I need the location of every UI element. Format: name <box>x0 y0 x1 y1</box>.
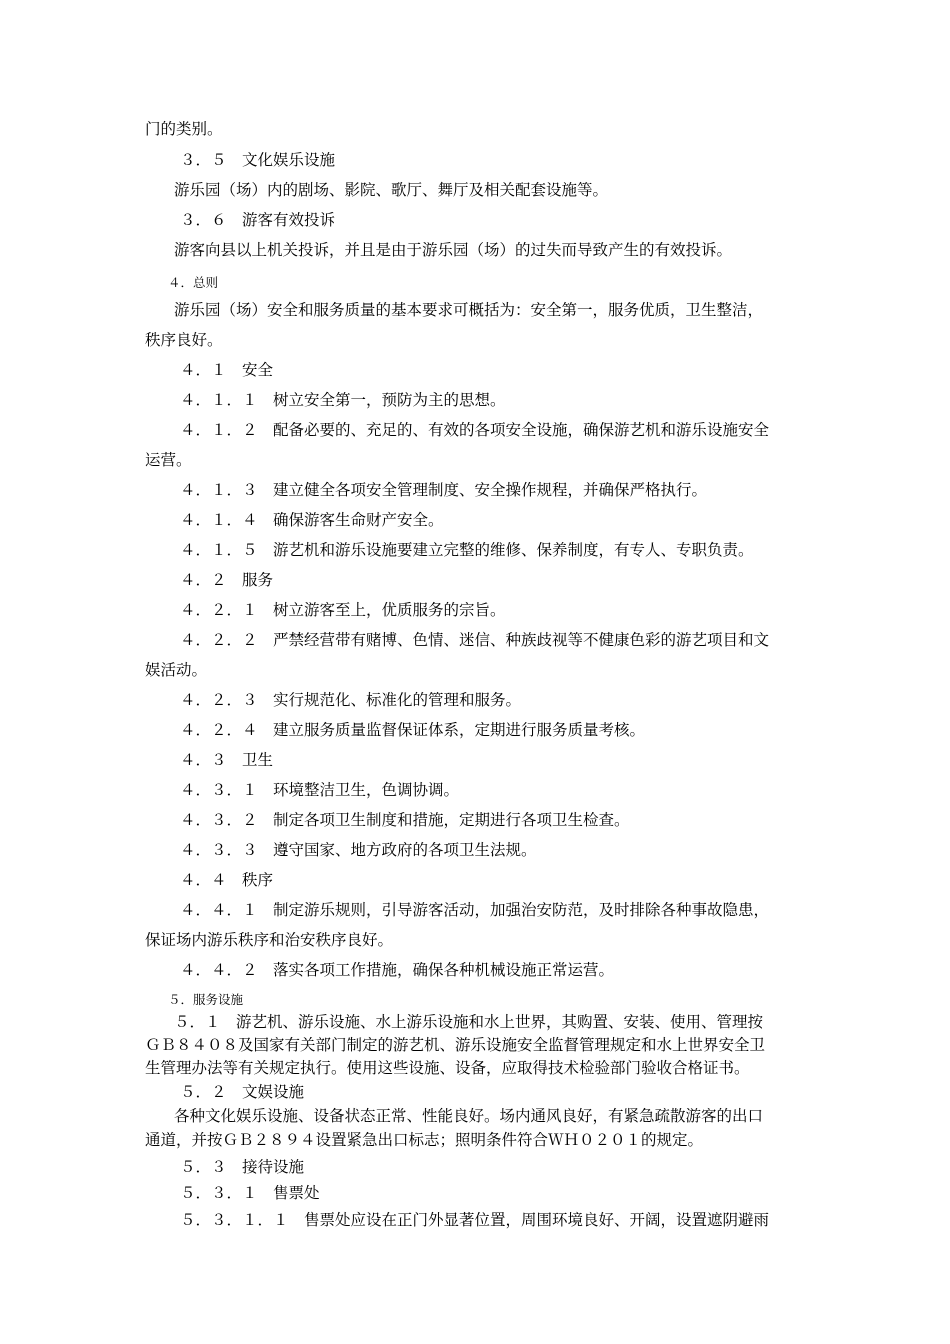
section-heading: ４．４ 秩序 <box>180 871 274 889</box>
clause-line: ４．２．３ 实行规范化、标准化的管理和服务。 <box>180 691 522 709</box>
chapter-heading: ５．服务设施 <box>168 992 244 1007</box>
clause-line: ４．１．１ 树立安全第一，预防为主的思想。 <box>180 391 506 409</box>
clause-line: ４．３．３ 遵守国家、地方政府的各项卫生法规。 <box>180 841 537 859</box>
clause-line: ４．２．４ 建立服务质量监督保证体系，定期进行服务质量考核。 <box>180 721 646 739</box>
text-line: 秩序良好。 <box>145 331 223 349</box>
text-line: 游乐园（场）内的剧场、影院、歌厅、舞厅及相关配套设施等。 <box>174 181 609 199</box>
clause-line: ４．１．２ 配备必要的、充足的、有效的各项安全设施，确保游艺机和游乐设施安全 <box>180 421 770 439</box>
text-line: 娱活动。 <box>145 661 208 679</box>
text-line: 保证场内游乐秩序和治安秩序良好。 <box>145 931 394 949</box>
clause-line: ４．３．２ 制定各项卫生制度和措施，定期进行各项卫生检查。 <box>180 811 630 829</box>
chapter-heading: ４．总则 <box>168 275 219 290</box>
section-heading: ５．３．１ 售票处 <box>180 1184 320 1202</box>
text-line: 门的类别。 <box>145 120 223 138</box>
section-heading: ４．２ 服务 <box>180 571 274 589</box>
text-line: 各种文化娱乐设施、设备状态正常、性能良好。场内通风良好，有紧急疏散游客的出口 <box>174 1107 764 1125</box>
text-line: ＧＢ８４０８及国家有关部门制定的游艺机、游乐设施安全监督管理规定和水上世界安全卫 <box>145 1036 766 1054</box>
clause-line: ４．１．４ 确保游客生命财产安全。 <box>180 511 444 529</box>
clause-line: ４．２．２ 严禁经营带有赌博、色情、迷信、种族歧视等不健康色彩的游艺项目和文 <box>180 631 770 649</box>
clause-line: ５．３．１．１ 售票处应设在正门外显著位置，周围环境良好、开阔，设置遮阴避雨 <box>180 1211 770 1229</box>
section-heading: ４．１ 安全 <box>180 361 274 379</box>
section-heading: ５．３ 接待设施 <box>180 1158 305 1176</box>
clause-line: ４．１．３ 建立健全各项安全管理制度、安全操作规程，并确保严格执行。 <box>180 481 708 499</box>
text-line: 通道，并按ＧＢ２８９４设置紧急出口标志；照明条件符合ＷＨ０２０１的规定。 <box>145 1131 704 1149</box>
section-heading: ３．５ 文化娱乐设施 <box>180 151 336 169</box>
text-line: 游乐园（场）安全和服务质量的基本要求可概括为：安全第一，服务优质，卫生整洁， <box>174 301 764 319</box>
clause-line: ４．２．１ 树立游客至上，优质服务的宗旨。 <box>180 601 506 619</box>
text-line: 生管理办法等有关规定执行。使用这些设施、设备，应取得技术检验部门验收合格证书。 <box>145 1059 750 1077</box>
clause-line: ４．１．５ 游艺机和游乐设施要建立完整的维修、保养制度，有专人、专职负责。 <box>180 541 754 559</box>
clause-line: ４．４．２ 落实各项工作措施，确保各种机械设施正常运营。 <box>180 961 615 979</box>
section-heading: ５．２ 文娱设施 <box>180 1083 305 1101</box>
clause-line: ５．１ 游艺机、游乐设施、水上游乐设施和水上世界，其购置、安装、使用、管理按 <box>174 1013 764 1031</box>
section-heading: ４．３ 卫生 <box>180 751 274 769</box>
text-line: 游客向县以上机关投诉，并且是由于游乐园（场）的过失而导致产生的有效投诉。 <box>174 241 733 259</box>
clause-line: ４．４．１ 制定游乐规则，引导游客活动，加强治安防范，及时排除各种事故隐患， <box>180 901 770 919</box>
text-line: 运营。 <box>145 451 192 469</box>
clause-line: ４．３．１ 环境整洁卫生，色调协调。 <box>180 781 460 799</box>
section-heading: ３．６ 游客有效投诉 <box>180 211 336 229</box>
